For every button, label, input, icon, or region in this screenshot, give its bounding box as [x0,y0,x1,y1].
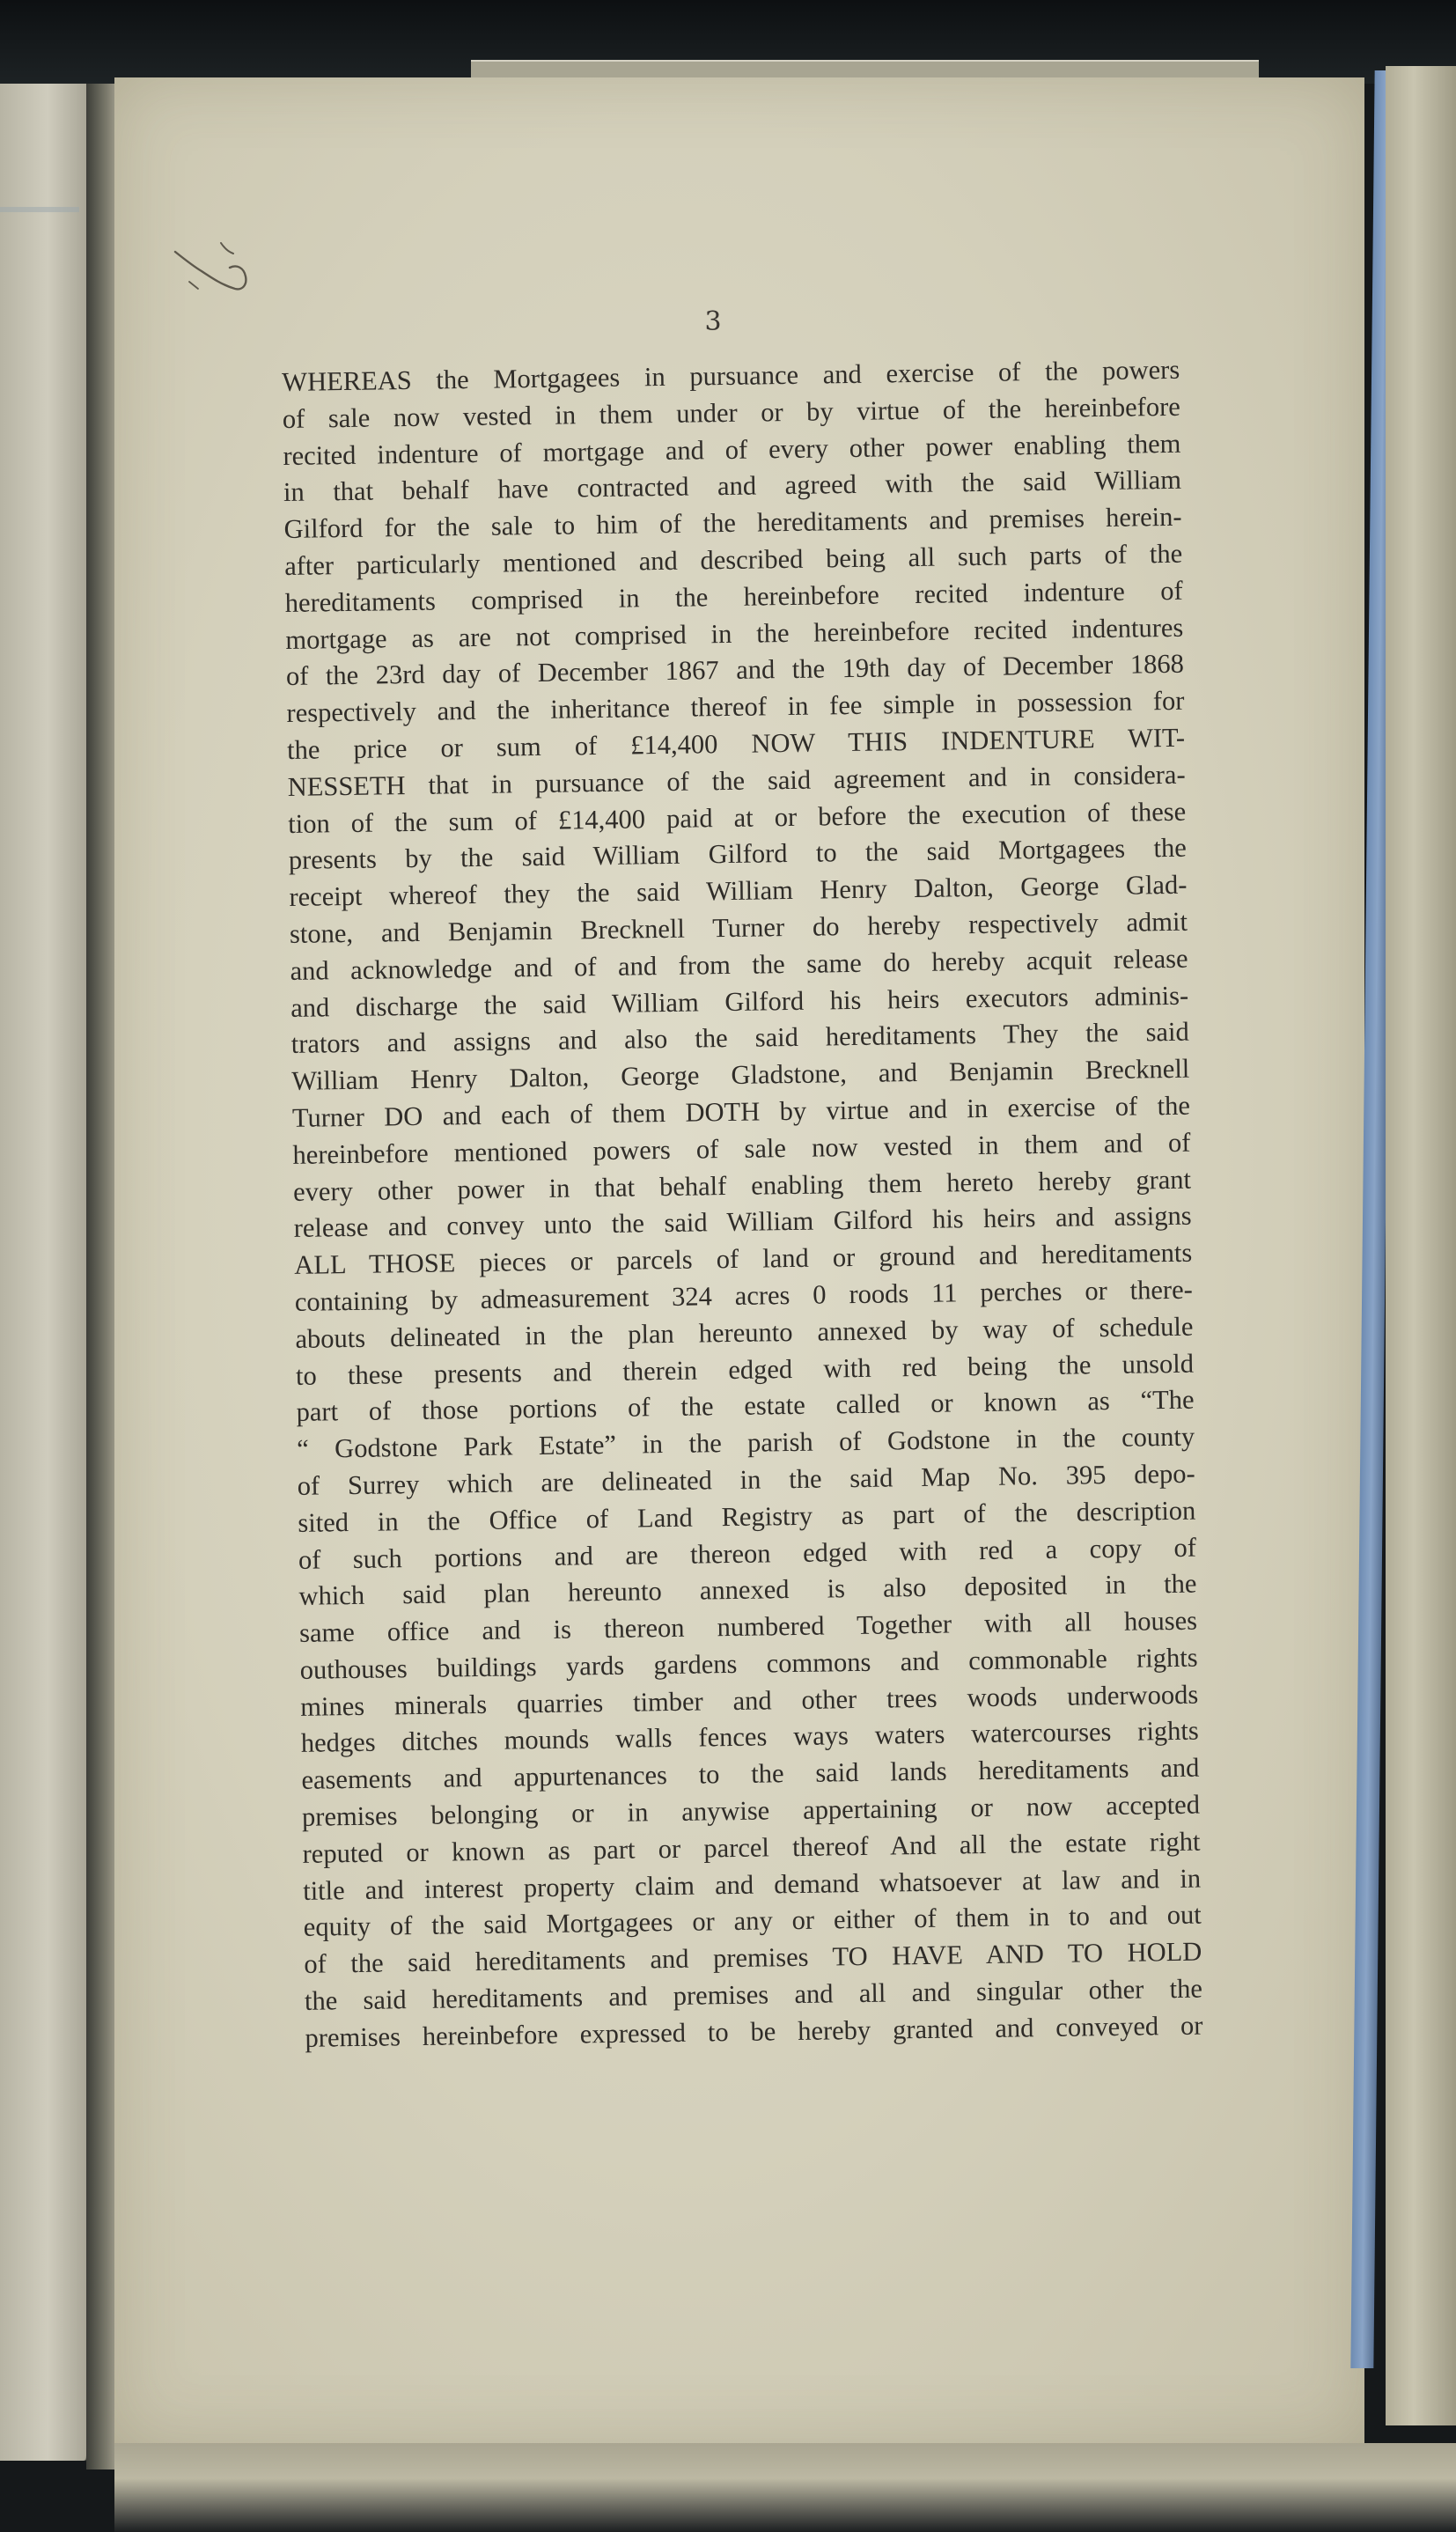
text-line: easements and appurtenances to the said lands hereditaments and [301,1752,1200,1796]
text-line: Gilford for the sale to him of the hereditaments and premises herein- [283,501,1182,545]
page-stack-edge [1386,66,1456,2425]
text-line: recited indenture of mortgage and of every other power enabling them [283,428,1181,471]
text-line: NESSETH that in pursuance of the said agreement and in considera- [287,759,1186,802]
text-line: hereinbefore mentioned powers of sale now vested in them and of [292,1127,1191,1170]
page-bottom-edge [114,2443,1456,2532]
text-line: of the said hereditaments and premises TO HAVE AND TO HOLD [304,1936,1202,1980]
text-line: of the 23rd day of December 1867 and the 19th day of December 1868 [285,649,1185,692]
text-line: mortgage as are not comprised in the hereinbefore recited indentures [285,612,1184,655]
text-line: of Surrey which are delineated in the said Map No. 395 depo- [297,1458,1195,1501]
text-line: the price or sum of £14,400 NOW THIS INDENTURE WIT- [286,722,1186,765]
text-line: in that behalf have contracted and agreed with the said William [283,465,1182,508]
text-line: stone, and Benjamin Brecknell Turner do hereby respectively admit [289,906,1188,949]
text-line: part of those portions of the estate called or known as “The [296,1384,1195,1428]
facing-page-edge [0,84,89,2461]
text-line: premises belonging or in anywise appertaining or now accepted [301,1789,1201,1832]
text-line: same office and is thereon numbered Together with all houses [298,1605,1198,1648]
text-line: Turner DO and each of them DOTH by virtue and in exercise of the [291,1090,1191,1133]
text-line: the said hereditaments and premises and all and singular other the [304,1973,1203,2016]
text-line: receipt whereof they the said William Henry Dalton, George Glad- [289,869,1188,913]
text-line: hedges ditches mounds walls fences ways waters watercourses rights [300,1716,1200,1759]
text-line: sited in the Office of Land Registry as part of the description [298,1495,1196,1538]
text-line: of sale now vested in them under or by virtue of the hereinbefore [282,391,1181,434]
page-number: 3 [704,306,722,337]
text-line: title and interest property claim and demand whatsoever at law and in [302,1863,1202,1906]
text-line: ALL THOSE pieces or parcels of land or ground and hereditaments [294,1237,1193,1281]
pencil-mark [172,236,253,299]
text-line: presents by the said William Gilford to the said Mortgagees the [288,833,1188,876]
text-line: trators and assigns and also the said hereditaments They the said [290,1017,1189,1060]
text-line: tion of the sum of £14,400 paid at or before the execution of these [288,796,1187,839]
text-line: which said plan hereunto annexed is also deposited in the [298,1568,1197,1612]
text-line: WHEREAS the Mortgagees in pursuance and exercise of the powers [282,354,1180,397]
text-line: reputed or known as part or parcel thereof And all the estate right [302,1826,1201,1869]
text-line: every other power in that behalf enabling them hereto hereby grant [292,1164,1192,1207]
text-line: William Henry Dalton, George Gladstone, and Benjamin Brecknell [291,1053,1190,1097]
deed-body-text [282,352,1203,2057]
text-line: abouts delineated in the plan hereunto annexed by way of schedule [295,1311,1194,1354]
text-line: to these presents and therein edged with red being the unsold [295,1348,1195,1391]
text-line: of such portions and are thereon edged with red a copy of [298,1532,1197,1575]
text-line: equity of the said Mortgagees or any or either of them in to and out [303,1900,1202,1943]
text-line: containing by admeasurement 324 acres 0 roods 11 perches or there- [294,1274,1194,1317]
text-line: and discharge the said William Gilford his heirs executors adminis- [290,980,1189,1023]
text-line: and acknowledge and of and from the same do hereby acquit release [290,943,1188,986]
text-line: respectively and the inheritance thereof in fee simple in possession for [286,685,1185,729]
text-line: hereditaments comprised in the hereinbefore recited indenture of [284,575,1183,618]
text-line: “ Godstone Park Estate” in the parish of Godstone in the county [296,1421,1195,1464]
text-line: premises hereinbefore expressed to be hereby granted and conveyed or [305,2010,1203,2053]
text-line: outhouses buildings yards gardens commons and commonable rights [299,1642,1198,1685]
text-line: after particularly mentioned and described being all such parts of the [283,538,1183,581]
text-line: release and convey unto the said William Gilford his heirs and assigns [293,1200,1192,1244]
text-line: mines minerals quarries timber and other trees woods underwoods [300,1679,1199,1722]
